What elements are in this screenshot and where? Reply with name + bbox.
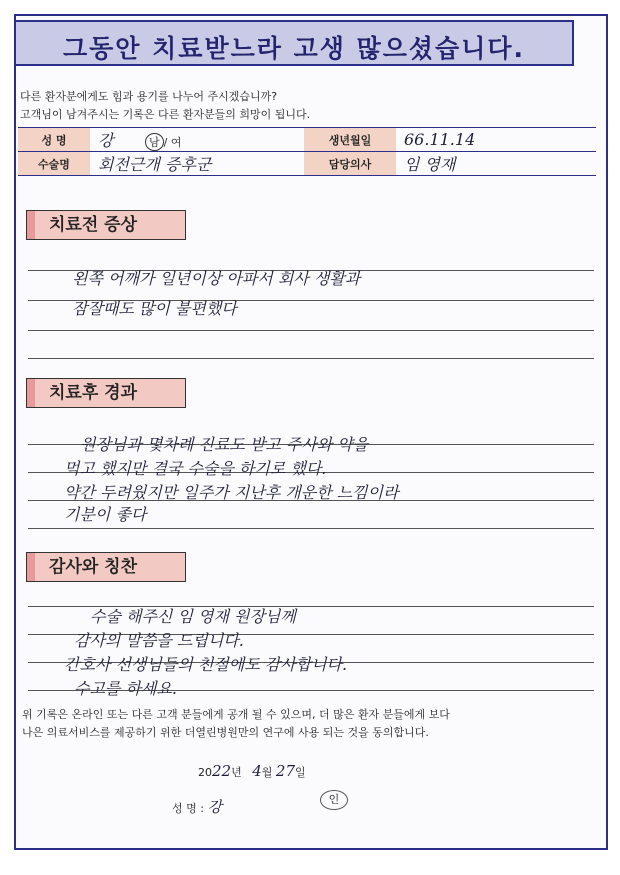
month-value: 4 — [252, 762, 262, 780]
before-text-line-2: 잠잘때도 많이 불편했다 — [72, 299, 237, 318]
month-label: 월 — [261, 766, 273, 779]
doctor-value: 임 영재 — [404, 155, 456, 174]
name-cell — [90, 128, 304, 152]
name-label: 성 명 — [18, 128, 90, 152]
section-before-title: 치료전 증상 — [26, 210, 186, 240]
section-after-title: 치료후 경과 — [26, 378, 186, 408]
after-text-line-1: 원장님과 몇차례 진료도 받고 주사와 약을 — [80, 435, 369, 454]
date-field — [198, 762, 306, 780]
gender-female: 여 — [170, 136, 182, 149]
title-banner — [14, 20, 574, 66]
sign-label: 성 명 : — [172, 802, 204, 815]
after-text-line-4: 기분이 좋다 — [64, 505, 147, 524]
signature-field — [172, 796, 222, 817]
info-row-1 — [18, 128, 596, 152]
year-label: 년 — [231, 766, 242, 779]
birth-value: 66.11.14 — [404, 130, 476, 149]
surgery-label: 수술명 — [18, 152, 90, 176]
seal-mark: 인 — [320, 790, 348, 810]
day-label: 일 — [295, 766, 306, 779]
doctor-cell — [396, 152, 596, 176]
birth-cell — [396, 128, 596, 152]
day-value: 27 — [275, 762, 296, 780]
consent-line-2: 나은 의료서비스를 제공하기 위한 더열린병원만의 연구에 사용 되는 것을 동의합니다. — [22, 726, 429, 739]
patient-info-table — [18, 127, 596, 176]
surgery-value: 회전근개 증후군 — [98, 155, 212, 174]
after-text-line-3: 약간 두려웠지만 일주가 지난후 개운한 느낌이라 — [64, 483, 399, 502]
name-value: 강 — [98, 131, 114, 150]
info-row-2 — [18, 152, 596, 176]
gender-male-circled: 남 — [145, 133, 164, 151]
intro-line-1: 다른 환자분에게도 힘과 용기를 나누어 주시겠습니까? — [20, 90, 278, 103]
page-title: 그동안 치료받느라 고생 많으셨습니다. — [62, 34, 525, 63]
section-thanks-title: 감사와 칭찬 — [26, 552, 186, 582]
before-text-line-1: 왼쪽 어깨가 일년이상 아파서 회사 생활과 — [72, 269, 361, 288]
ruled-line — [28, 358, 594, 359]
year-value: 22 — [212, 762, 232, 780]
year-prefix: 20 — [198, 766, 212, 779]
thanks-text-line-4: 수고를 하세요. — [74, 679, 177, 698]
thanks-text-line-2: 감사의 말씀을 드립니다. — [74, 631, 244, 650]
intro-line-2: 고객님이 남겨주시는 기록은 다른 환자분들의 희망이 됩니다. — [20, 108, 311, 121]
doctor-label: 담당의사 — [304, 152, 396, 176]
gender-field: 남 / 여 — [145, 136, 181, 149]
ruled-line — [28, 330, 594, 331]
ruled-line — [28, 528, 594, 529]
sign-value: 강 — [207, 798, 222, 816]
thanks-text-line-1: 수술 해주신 임 영재 원장님께 — [90, 607, 296, 626]
surgery-cell — [90, 152, 304, 176]
after-text-line-2: 먹고 했지만 결국 수술을 하기로 했다. — [64, 459, 327, 478]
birth-label: 생년월일 — [304, 128, 396, 152]
consent-line-1: 위 기록은 온라인 또는 다른 고객 분들에게 공개 될 수 있으며, 더 많은 환자 분들에게 보다 — [22, 708, 450, 721]
thanks-text-line-3: 간호사 선생님들의 친절에도 감사합니다. — [64, 655, 348, 674]
